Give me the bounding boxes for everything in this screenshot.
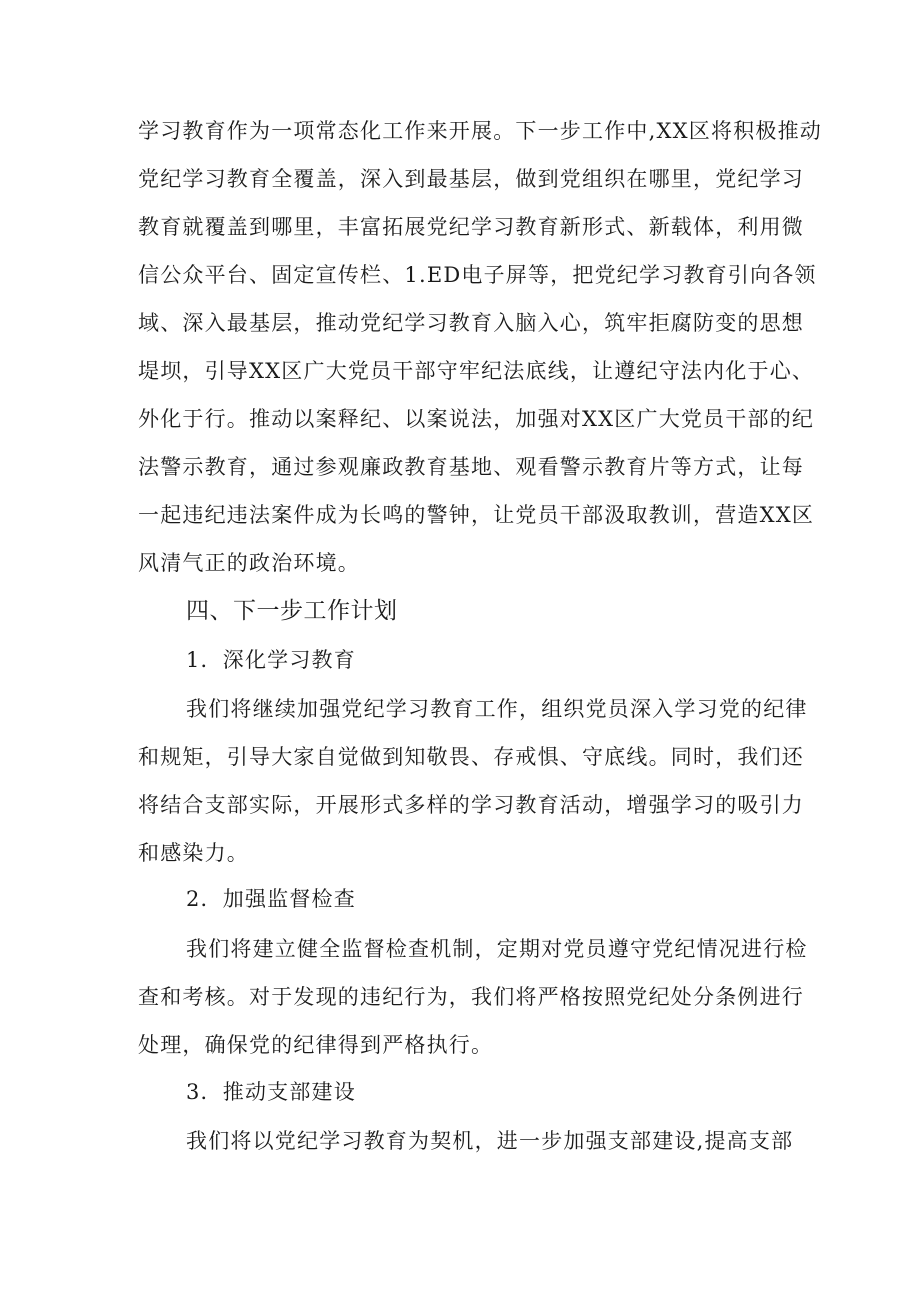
paragraph-line: 一起违纪违法案件成为长鸣的警钟，让党员干部汲取教训，营造XX区 bbox=[138, 503, 815, 527]
paragraph-line: 堤坝，引导XX区广大党员干部守牢纪法底线，让遵纪守法内化于心、 bbox=[138, 359, 815, 383]
paragraph-line: 我们将继续加强党纪学习教育工作，组织党员深入学习党的纪律 bbox=[186, 697, 808, 721]
paragraph-line: 党纪学习教育全覆盖，深入到最基层，做到党组织在哪里，党纪学习 bbox=[138, 167, 804, 191]
paragraph-line: 处理，确保党的纪律得到严格执行。 bbox=[138, 1033, 494, 1057]
paragraph-line: 和规矩，引导大家自觉做到知敬畏、存戒惧、守底线。同时，我们还 bbox=[138, 745, 804, 769]
paragraph-line: 外化于行。推动以案释纪、以案说法，加强对XX区广大党员干部的纪 bbox=[138, 407, 815, 431]
section-heading: 四、下一步工作计划 bbox=[186, 598, 398, 624]
paragraph-line: 我们将以党纪学习教育为契机，进一步加强支部建设,提高支部 bbox=[186, 1129, 794, 1153]
paragraph-line: 我们将建立健全监督检查机制，定期对党员遵守党纪情况进行检 bbox=[186, 937, 808, 961]
paragraph-line: 法警示教育，通过参观廉政教育基地、观看警示教育片等方式，让每 bbox=[138, 455, 804, 479]
paragraph-line: 教育就覆盖到哪里，丰富拓展党纪学习教育新形式、新载体，利用微 bbox=[138, 215, 804, 239]
paragraph-line: 学习教育作为一项常态化工作来开展。下一步工作中,XX区将积极推动 bbox=[138, 119, 822, 143]
subheading-1: 1．深化学习教育 bbox=[186, 648, 356, 672]
subheading-3: 3．推动支部建设 bbox=[186, 1080, 356, 1104]
paragraph-line: 查和考核。对于发现的违纪行为，我们将严格按照党纪处分条例进行 bbox=[138, 985, 804, 1009]
paragraph-line: 将结合支部实际，开展形式多样的学习教育活动，增强学习的吸引力 bbox=[138, 793, 804, 817]
paragraph-line: 风清气正的政治环境。 bbox=[138, 551, 360, 575]
subheading-2: 2．加强监督检查 bbox=[186, 887, 356, 911]
paragraph-line: 域、深入最基层，推动党纪学习教育入脑入心，筑牢拒腐防变的思想 bbox=[138, 311, 804, 335]
paragraph-line: 和感染力。 bbox=[138, 841, 249, 865]
paragraph-line: 信公众平台、固定宣传栏、1.ED电子屏等，把党纪学习教育引向各领 bbox=[138, 263, 817, 287]
